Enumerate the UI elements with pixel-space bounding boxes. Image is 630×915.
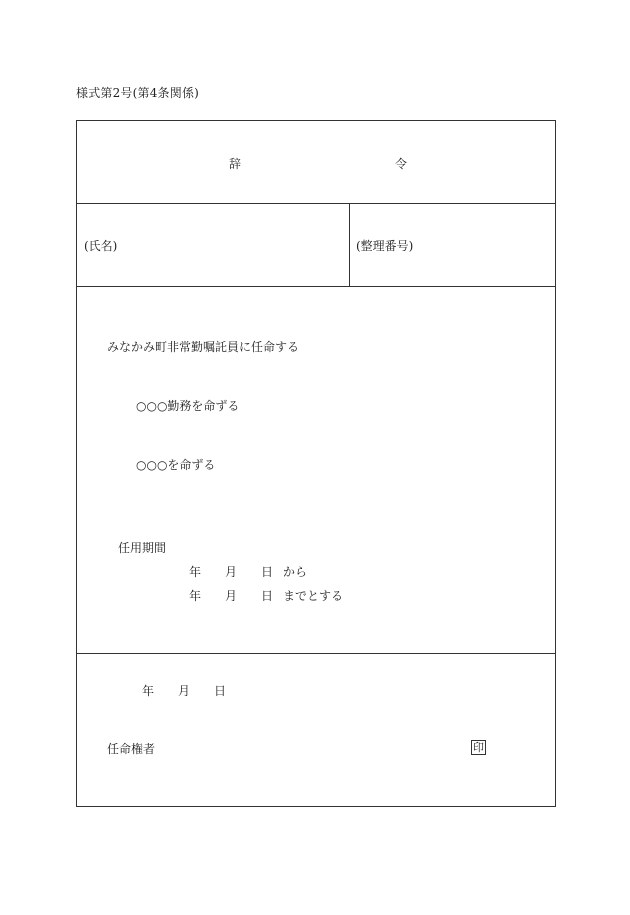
order-text: ○○○を命ずる xyxy=(136,458,216,472)
form-number-label: 様式第2号(第4条関係) xyxy=(76,86,200,100)
end-month-label: 月 xyxy=(225,589,238,603)
start-day-label: 日 xyxy=(261,565,274,579)
seal-mark: 印 xyxy=(473,741,484,754)
appointment-text: みなかみ町非常勤嘱託員に任命する xyxy=(107,340,300,354)
title-char-1: 辞 xyxy=(229,157,242,171)
title-section xyxy=(77,121,555,204)
end-year-label: 年 xyxy=(189,589,202,603)
start-suffix: から xyxy=(283,565,308,579)
term-label: 任用期間 xyxy=(118,541,167,555)
end-day-label: 日 xyxy=(261,589,274,603)
body-section xyxy=(77,287,555,654)
date-day-label: 日 xyxy=(214,684,227,698)
name-section xyxy=(77,204,555,287)
number-label: (整理番号) xyxy=(356,239,414,253)
footer-section xyxy=(77,654,555,806)
date-year-label: 年 xyxy=(142,684,155,698)
name-label: (氏名) xyxy=(84,239,118,253)
authority-label: 任命権者 xyxy=(107,742,156,756)
end-suffix: までとする xyxy=(283,589,344,603)
duty-assignment-text: ○○○勤務を命ずる xyxy=(136,399,240,413)
start-year-label: 年 xyxy=(189,565,202,579)
name-divider xyxy=(349,204,350,286)
start-month-label: 月 xyxy=(225,565,238,579)
title-char-2: 令 xyxy=(395,157,408,171)
date-month-label: 月 xyxy=(178,684,191,698)
appointment-form xyxy=(76,120,556,807)
